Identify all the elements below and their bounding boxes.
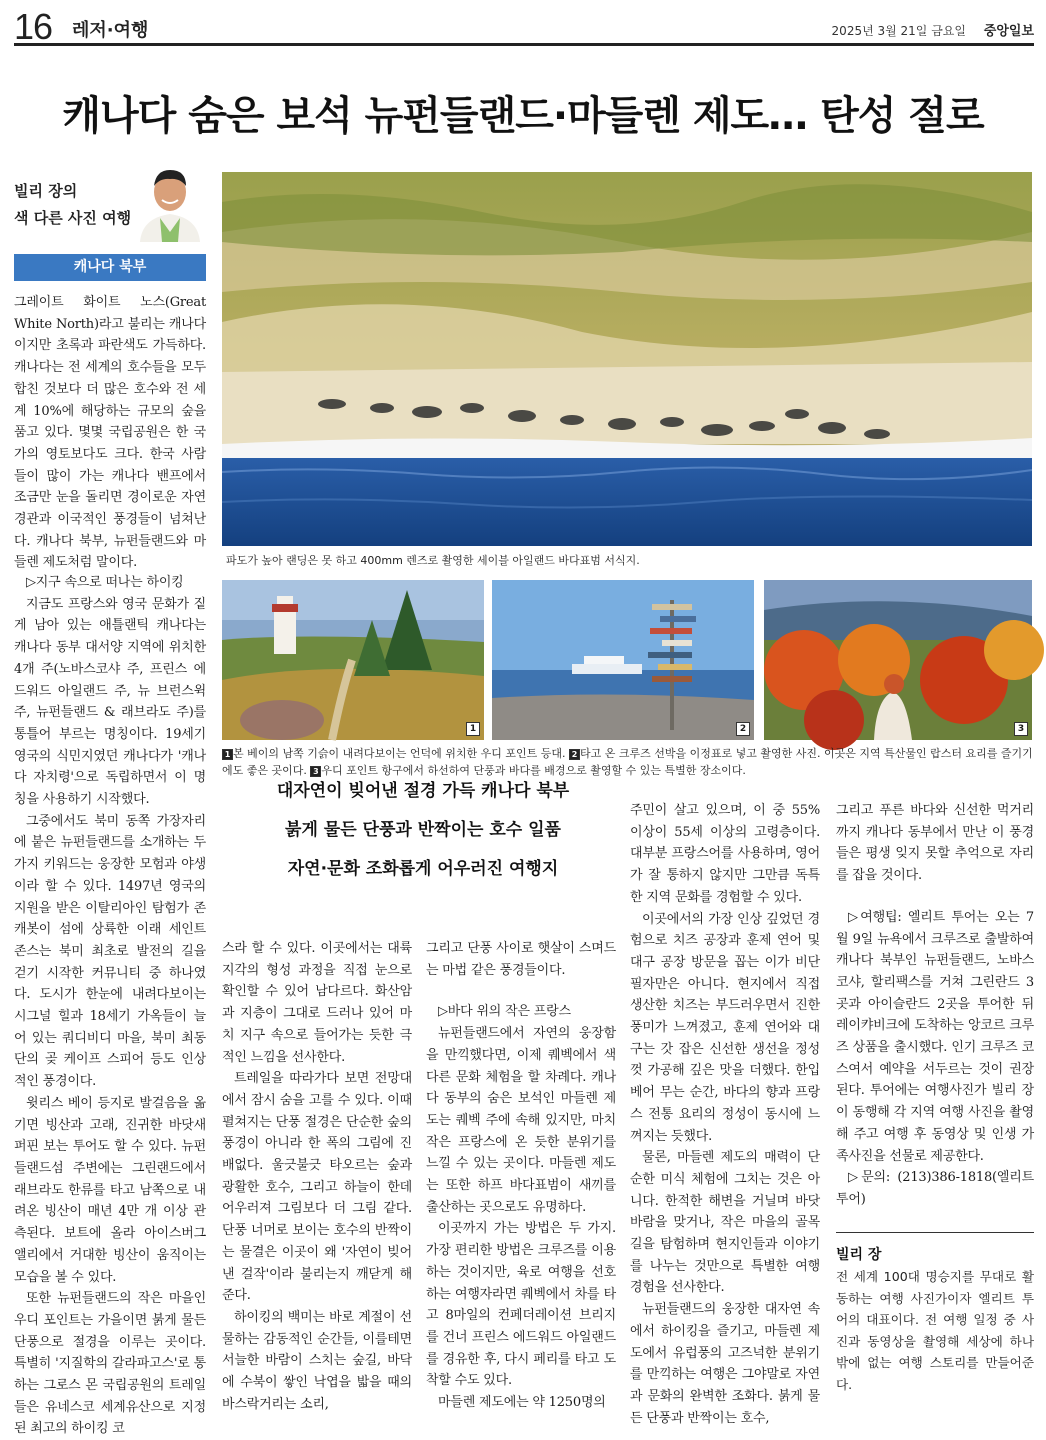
lighthouse-illustration (222, 580, 484, 740)
body-paragraph: 그리고 단풍 사이로 햇살이 스며드는 마법 같은 풍경들이다. (426, 941, 616, 978)
body-paragraph: 하이킹의 백미는 바로 계절이 선물하는 감동적인 순간들, 이를테면 서늘한 바람이 스치는 숲길, 바닥에 수북이 쌓인 낙엽을 밟을 때의 바스락거리는 소리, (222, 1309, 412, 1412)
issue-date: 2025년 3월 21일 금요일 (831, 24, 966, 38)
travel-tip: ▷여행팁: 엘리트 투어는 오는 7월 9일 뉴욕에서 크루즈로 출발하여 캐나다 북부인 뉴펀들랜드, 노바스코샤, 할리팩스를 거쳐 그린란드 3곳과 아이슬란드 2곳을 투어한 뒤 레이캬비크에 도착하는 앙코르 크루즈 상품을 출시했다. 인기 크루즈 코스여서 예약을 서두르는 것이 권장된다. 투어에는 여행사진가 빌리 장이 동행해 각 지역 여행 사진을 촬영해 주고 여행 후 동영상 및 인생 가족사진을 선물로 제공한다. (836, 909, 1034, 1164)
signpost-photo (492, 580, 754, 740)
body-column-1 (14, 572, 206, 1440)
lighthouse-photo (222, 580, 484, 740)
body-paragraph: 윗리스 베이 등지로 발걸음을 옮기면 빙산과 고래, 진귀한 바닷새 퍼핀 보는 투어도 할 수 있다. 뉴펀들랜드섬 주변에는 그린랜드에서 래브라도 한류를 타고 남쪽으로 내려온 빙산이 매년 4만 개 이상 관측된다. 보트에 올라 아이스버그 앨리에서 거대한 빙산이 움직이는 모습을 볼 수 있다. (14, 1095, 206, 1285)
body-paragraph: 그중에서도 북미 동쪽 가장자리에 붙은 뉴펀들랜드를 소개하는 두 가지 키워드는 웅장한 모험과 야생이라 할 수 있다. 1497년 영국의 지원을 받은 이탈리아인 탐험가 존 캐봇이 섬에 상륙한 이래 세인트 존스는 북미 최초로 발전의 길을 걷기 시작한 커뮤니티 중 하나였다. 도시가 한눈에 내려다보이는 시그널 힐과 18세기 가옥들이 늘어 있는 쿼디비디 마을, 북미 최동단의 곶 케이프 스피어 등도 인상적인 풍경이다. (14, 813, 206, 1090)
headline: 캐나다 숨은 보석 뉴펀들랜드·마들렌 제도… 탄성 절로 (62, 93, 984, 139)
columnist-portrait (134, 160, 206, 242)
region-label: 캐나다 북부 (14, 254, 206, 281)
section-subhead: ▷지구 속으로 떠나는 하이킹 (26, 575, 184, 590)
body-column-5 (836, 800, 1034, 1211)
body-paragraph: 트레일을 따라가다 보면 전망대에서 잠시 숨을 고를 수 있다. 이때 펼쳐지는 단풍 절경은 단순한 숲의 풍경이 아니라 한 폭의 그림에 진배없다. 울긋불긋 타오르는 숲과 광활한 호수, 그리고 하늘이 한데 어우러져 그림보다 더 그림 같다. 단풍 너머로 보이는 호수의 반짝이는 물결은 이곳이 왜 '자연이 빚어낸 걸작'이라 불리는지 깨닫게 해준다. (222, 1071, 412, 1304)
author-name: 빌리 장 (836, 1247, 882, 1263)
newspaper-logo: 중앙일보 (983, 24, 1034, 39)
page-number: 16 (14, 6, 53, 47)
body-paragraph: 또한 뉴펀들랜드의 작은 마을인 우디 포인트는 가을이면 붉게 물든 단풍으로 절경을 이루는 곳이다. 특별히 '지질학의 갈라파고스'로 통하는 그로스 몬 국립공원의 트레일들은 유네스코 세계유산으로 지정된 최고의 하이킹 코 (14, 1291, 206, 1437)
body-paragraph: 물론, 마들렌 제도의 매력이 단순한 미식 체험에 그치는 것은 아니다. 한적한 해변을 거닐며 바닷바람을 맞거나, 작은 마을의 골목길을 탐험하며 현지인들과 이야기를 나누는 것만으로 특별한 여행 경험을 선사한다. (630, 1150, 820, 1296)
signpost-illustration (492, 580, 754, 740)
body-column-1-top (14, 292, 206, 574)
caption-1: 본 베이의 남쪽 기슭이 내려다보이는 언덕에 위치한 우디 포인트 등대. (233, 747, 566, 760)
portrait-illustration (134, 160, 206, 242)
profile-divider (836, 1232, 1034, 1233)
caption-2: 타고 온 크루즈 선박을 이정표로 넣고 촬영한 사진. 이곳은 지역 특산물인 랍스터 요리를 즐기기에도 좋은 곳이다. (222, 747, 1033, 777)
series-line-2: 색 다른 사진 여행 (14, 209, 132, 227)
body-paragraph: 마들렌 제도에는 약 1250명의 (438, 1395, 606, 1411)
page-header (14, 8, 1034, 46)
photo-number-badge: 2 (736, 722, 750, 736)
body-paragraph: 뉴펀들랜드에서 자연의 웅장함을 만끽했다면, 이제 퀘벡에서 색다른 문화 체험을 할 차례다. 캐나다 동부의 숨은 보석인 마들렌 제도는 퀘벡 주에 속해 있지만, 마치 작은 프랑스에 온 듯한 분위기를 느낄 수 있는 곳이다. 마들렌 제도는 또한 하프 바다표범이 새끼를 출산하는 곳으로도 유명하다. (426, 1026, 616, 1215)
contact-info: ▷문의: (213)386-1818(엘리트 투어) (836, 1170, 1034, 1207)
body-column-4 (630, 800, 820, 1429)
caption-badge: 3 (310, 766, 321, 777)
photo-number-badge: 3 (1014, 722, 1028, 736)
caption-3: 우디 포인트 항구에서 하선하여 단풍과 바다를 배경으로 촬영할 수 있는 특별한 장소이다. (321, 764, 746, 777)
seal-colony-photo (222, 172, 1032, 546)
photo-number-badge: 1 (466, 722, 480, 736)
caption-badge: 1 (222, 749, 233, 760)
body-paragraph: 뉴펀들랜드의 웅장한 대자연 속에서 하이킹을 즐기고, 마들렌 제도에서 유럽풍의 고즈넉한 분위기를 만끽하는 여행은 그야말로 자연과 문화의 완벽한 조화다. 붉게 물든 단풍과 반짝이는 호수, (630, 1302, 820, 1426)
deck-line-2: 붉게 물든 단풍과 반짝이는 호수 일품 (285, 820, 561, 840)
body-paragraph: 이곳까지 가는 방법은 두 가지. 가장 편리한 방법은 크루즈를 이용하는 것이지만, 육로 여행을 선호하는 여행자라면 퀘벡에서 차를 타고 8마일의 컨페더레이션 브리지를 건너 프린스 에드워드 아일랜드를 경유한 후, 다시 페리를 타고 도착할 수도 있다. (426, 1221, 616, 1389)
body-paragraph: 그레이트 화이트 노스(Great White North)라고 불리는 캐나다이지만 초록과 파란색도 가득하다. 캐나다는 전 세계의 호수들을 모두 합친 것보다 더 많은 호수와 전 세계 10%에 해당하는 규모의 숲을 품고 있다. 몇몇 국립공원은 한 국가의 영토보다도 크다. 한국 사람들이 많이 가는 캐나다 밴프에서 조금만 눈을 돌리면 경이로운 자연경관과 이국적인 풍경들이 넘쳐난다. 캐나다 북부, 뉴펀들랜드와 마들렌 제도처럼 말이다. (14, 295, 206, 571)
body-paragraph: 지금도 프랑스와 영국 문화가 짙게 남아 있는 애틀랜틱 캐나다는 캐나다 동부 대서양 지역에 위치한 4개 주(노바스코샤 주, 프린스 에드워드 아일랜드 주, 뉴 브런스윅 주, 뉴펀들랜드 & 래브라도 주)를 통틀어 부르는 명칭이다. 19세기 영국의 식민지였던 캐나다가 '캐나다 자치령'으로 독립하면서 이 명칭을 사용하기 시작했다. (14, 596, 206, 808)
body-paragraph: 그리고 푸른 바다와 신선한 먹거리까지 캐나다 동부에서 만난 이 풍경들은 평생 잊지 못할 추억으로 자리를 잡을 것이다. (836, 803, 1034, 884)
author-bio: 전 세계 100대 명승지를 무대로 활동하는 여행 사진가이자 엘리트 투어의 대표이다. 전 여행 일정 중 사진과 동영상을 촬영해 세상에 하나밖에 없는 여행 스토리를 만들어준다. (836, 1269, 1034, 1392)
main-photo-caption: 파도가 높아 랜딩은 못 하고 400mm 렌즈로 촬영한 세이블 아일랜드 바다표범 서식지. (226, 554, 640, 567)
caption-badge: 2 (569, 749, 580, 760)
body-paragraph: 스라 할 수 있다. 이곳에서는 대륙 지각의 형성 과정을 직접 눈으로 확인할 수 있어 남다르다. 화산암과 지층이 그대로 드러나 있어 마치 지구 속으로 들어가는 듯한 극적인 느낌을 선사한다. (222, 941, 412, 1065)
body-column-3 (426, 938, 616, 1414)
subheadline-deck (238, 772, 608, 889)
column-series (14, 178, 131, 232)
series-line-1: 빌리 장의 (14, 182, 78, 200)
body-column-2 (222, 938, 412, 1415)
deck-line-3: 자연·문화 조화롭게 어우러진 여행지 (287, 859, 559, 879)
body-paragraph: 이곳에서의 가장 인상 깊었던 경험으로 치즈 공장과 훈제 연어 및 대구 공장 방문을 꼽는 이가 비단 필자만은 아니다. 현지에서 직접 생산한 치즈는 부드러우면서 진한 풍미가 느껴졌고, 훈제 연어와 대구는 갓 잡은 신선한 생선을 정성껏 가공해 깊은 맛을 더했다. 한입 베어 무는 순간, 바다의 향과 프랑스 전통 요리의 정성이 동시에 느껴지는 듯했다. (630, 911, 820, 1144)
section-subhead: ▷바다 위의 작은 프랑스 (438, 1004, 571, 1020)
section-label: 레저·여행 (72, 20, 149, 41)
seal-colony-illustration (222, 172, 1032, 546)
autumn-foliage-illustration (764, 580, 1032, 740)
deck-line-1: 대자연이 빚어낸 절경 가득 캐나다 북부 (276, 781, 570, 801)
body-paragraph: 주민이 살고 있으며, 이 중 55% 이상이 55세 이상의 고령층이다. 대부분 프랑스어를 사용하며, 영어가 잘 통하지 않지만 그만큼 독특한 지역 문화를 경험할 수 있다. (630, 803, 820, 905)
autumn-foliage-photo (764, 580, 1032, 740)
